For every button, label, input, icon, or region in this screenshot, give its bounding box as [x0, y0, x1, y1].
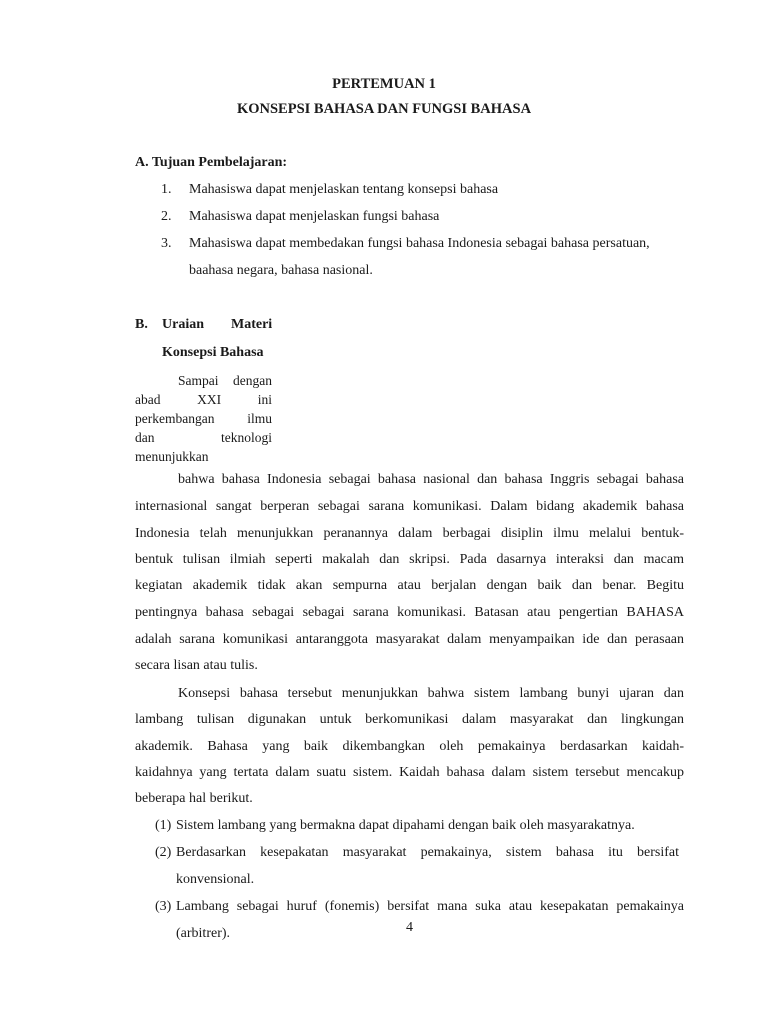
- section-a-heading: A. Tujuan Pembelajaran:: [135, 155, 288, 170]
- paragraph-1-line-3: Indonesia telah menunjukkan peranannya dalam berbagai disiplin ilmu melalui bentuk-: [135, 526, 684, 541]
- section-b-heading-word-2: Materi: [231, 317, 273, 332]
- page-number: 4: [406, 920, 413, 935]
- paragraph-2-line-4: kaidahnya yang tertata dalam suatu sistem. Kaidah bahasa dalam sistem tersebut mencakup: [135, 765, 684, 780]
- objective-number-2: 2.: [161, 209, 172, 224]
- list-text-3-continued: (arbitrer).: [176, 926, 231, 941]
- paragraph-1-line-2: internasional sangat berperan sebagai sarana komunikasi. Dalam bidang akademik bahasa: [135, 499, 684, 514]
- narrow-word: ilmu: [247, 411, 272, 426]
- paragraph-1-line-7: adalah sarana komunikasi antaranggota masyarakat dalam menyampaikan ide dan perasaan: [135, 632, 684, 647]
- section-b-heading-word-1: Uraian: [162, 317, 204, 332]
- narrow-word: dan: [135, 430, 155, 445]
- list-text-2-continued: konvensional.: [176, 872, 255, 887]
- subheading-konsepsi-bahasa: Konsepsi Bahasa: [162, 345, 264, 360]
- objective-text-3-continued: baahasa negara, bahasa nasional.: [189, 263, 373, 278]
- paragraph-2-line-5: beberapa hal berikut.: [135, 791, 253, 806]
- objective-number-3: 3.: [161, 236, 172, 251]
- section-b-number: B.: [135, 317, 148, 332]
- list-number-2: (2): [155, 845, 172, 860]
- paragraph-2-line-3: akademik. Bahasa yang baik dikembangkan oleh pemakainya berdasarkan kaidah-: [135, 739, 684, 754]
- list-number-3: (3): [155, 899, 172, 914]
- objective-text-3: Mahasiswa dapat membedakan fungsi bahasa Indonesia sebagai bahasa persatuan,: [189, 236, 650, 251]
- paragraph-1-line-4: bentuk tulisan ilmiah seperti makalah dan skripsi. Pada dasarnya interaksi dan macam: [135, 552, 684, 567]
- narrow-word: menunjukkan: [135, 449, 209, 464]
- paragraph-1-line-1: bahwa bahasa Indonesia sebagai bahasa nasional dan bahasa Inggris sebagai bahasa: [178, 472, 684, 487]
- meeting-title: PERTEMUAN 1: [332, 76, 436, 92]
- paragraph-1-line-5: kegiatan akademik tidak akan sempurna atau berjalan dengan baik dan benar. Begitu: [135, 578, 684, 593]
- narrow-word: teknologi: [221, 430, 272, 445]
- paragraph-2-line-2: lambang tulisan digunakan untuk berkomunikasi dalam masyarakat dan lingkungan: [135, 712, 684, 727]
- paragraph-2-line-1: Konsepsi bahasa tersebut menunjukkan bahwa sistem lambang bunyi ujaran dan: [178, 686, 684, 701]
- narrow-word: perkembangan: [135, 411, 215, 426]
- paragraph-1-line-8: secara lisan atau tulis.: [135, 658, 258, 673]
- objective-text-2: Mahasiswa dapat menjelaskan fungsi bahasa: [189, 209, 440, 224]
- list-text-3: Lambang sebagai huruf (fonemis) bersifat mana suka atau kesepakatan pemakainya: [176, 899, 684, 914]
- objective-number-1: 1.: [161, 182, 172, 197]
- paragraph-1-line-6: pentingnya bahasa sebagai sebagai sarana komunikasi. Batasan atau pengertian BAHASA: [135, 605, 684, 620]
- narrow-text-column: [135, 371, 272, 466]
- narrow-word: abad: [135, 392, 161, 407]
- narrow-word: Sampai: [178, 373, 219, 388]
- list-number-1: (1): [155, 818, 172, 833]
- list-text-2: Berdasarkan kesepakatan masyarakat pemakainya, sistem bahasa itu bersifat: [176, 845, 679, 860]
- narrow-word: ini: [257, 392, 272, 407]
- narrow-word: XXI: [197, 392, 222, 407]
- document-title: KONSEPSI BAHASA DAN FUNGSI BAHASA: [236, 101, 532, 117]
- narrow-word: dengan: [233, 373, 272, 388]
- objective-text-1: Mahasiswa dapat menjelaskan tentang konsepsi bahasa: [189, 182, 499, 197]
- list-text-1: Sistem lambang yang bermakna dapat dipahami dengan baik oleh masyarakatnya.: [176, 818, 635, 833]
